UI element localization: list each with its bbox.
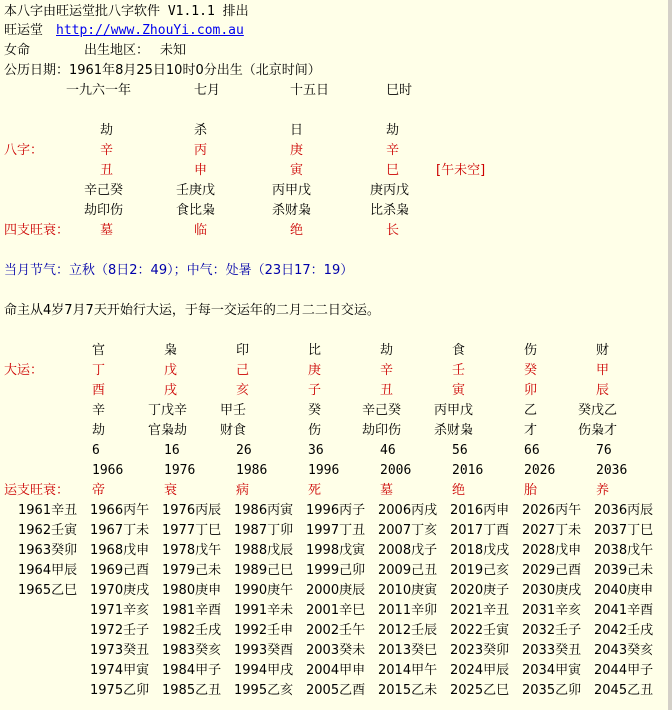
liunian-cell: 1981辛酉 <box>162 603 222 618</box>
dayun-hidden-gods: 劫印伤 <box>362 423 402 438</box>
dayun-stem: 丁 <box>92 363 106 378</box>
lunar-day: 十五日 <box>290 83 330 98</box>
dayun-year: 1986 <box>236 463 268 478</box>
pillar-tengod: 杀 <box>194 123 208 138</box>
lunar-year: 一九六一年 <box>66 83 132 98</box>
liunian-cell: 1969己酉 <box>90 563 150 578</box>
dayun-stem: 癸 <box>524 363 538 378</box>
liunian-cell: 2021辛丑 <box>450 603 510 618</box>
liunian-cell: 2045乙丑 <box>594 683 654 698</box>
liunian-cell: 1994甲戌 <box>234 663 294 678</box>
liunian-cell: 2012壬辰 <box>378 623 438 638</box>
dayun-year: 1966 <box>92 463 124 478</box>
liunian-cell: 2013癸巳 <box>378 643 438 658</box>
liunian-cell: 2019己亥 <box>450 563 510 578</box>
lunar-hour: 巳时 <box>386 83 413 98</box>
dayun-stem: 戊 <box>164 363 178 378</box>
dayun-hidden-stems: 乙 <box>524 403 538 418</box>
pillar-hidden-gods: 杀财枭 <box>272 203 312 218</box>
dayun-branch: 酉 <box>92 383 106 398</box>
liunian-cell: 1991辛未 <box>234 603 294 618</box>
liunian-cell: 1968戊申 <box>90 543 150 558</box>
pillar-wangshuai: 临 <box>194 223 208 238</box>
pillar-wangshuai: 绝 <box>290 223 304 238</box>
liunian-cell: 2020庚子 <box>450 583 510 598</box>
liunian-cell: 2028戊申 <box>522 543 582 558</box>
doc-title: 本八字由旺运堂批八字软件 V1.1.1 排出 <box>4 4 249 19</box>
liunian-cell: 1992壬申 <box>234 623 294 638</box>
liunian-cell: 2034甲寅 <box>522 663 582 678</box>
liunian-cell: 1974甲寅 <box>90 663 150 678</box>
dayun-branch: 辰 <box>596 383 610 398</box>
dayun-wangshuai: 养 <box>596 483 610 498</box>
dayun-wangshuai: 墓 <box>380 483 394 498</box>
pillar-stem: 辛 <box>386 143 400 158</box>
liunian-cell: 2008戊子 <box>378 543 438 558</box>
dayun-hidden-gods: 劫 <box>92 423 106 438</box>
pillar-stem: 丙 <box>194 143 208 158</box>
liunian-cell: 2016丙申 <box>450 503 510 518</box>
dayun-wangshuai: 绝 <box>452 483 466 498</box>
liunian-cell: 1996丙子 <box>306 503 366 518</box>
liunian-cell: 2035乙卯 <box>522 683 582 698</box>
gender: 女命 <box>4 43 31 58</box>
liunian-cell: 2031辛亥 <box>522 603 582 618</box>
dayun-stem: 甲 <box>596 363 610 378</box>
pillar-tengod: 日 <box>290 123 304 138</box>
lunar-month: 七月 <box>194 83 221 98</box>
liunian-cell: 1975乙卯 <box>90 683 150 698</box>
liunian-cell: 2022壬寅 <box>450 623 510 638</box>
liunian-cell: 1984甲子 <box>162 663 222 678</box>
dayun-hidden-gods: 才 <box>524 423 538 438</box>
liunian-cell: 2000庚辰 <box>306 583 366 598</box>
dayun-stem: 庚 <box>308 363 322 378</box>
liunian-cell: 1961辛丑 <box>18 503 78 518</box>
dayun-label: 大运： <box>4 363 44 378</box>
pillar-branch: 丑 <box>100 163 114 178</box>
liunian-cell: 2037丁巳 <box>594 523 654 538</box>
wangshuai-label: 四支旺衰： <box>4 223 70 238</box>
dayun-age: 66 <box>524 443 540 458</box>
solar-date: 公历日期：1961年8月25日10时0分出生（北京时间） <box>4 63 321 78</box>
liunian-cell: 2005乙酉 <box>306 683 366 698</box>
pillar-hidden-gods: 食比枭 <box>176 203 216 218</box>
kongwang: [午未空] <box>436 163 486 178</box>
dayun-tengod: 比 <box>308 343 322 358</box>
dayun-age: 26 <box>236 443 252 458</box>
pillar-hidden-stems: 壬庚戊 <box>176 183 216 198</box>
dayun-year: 1976 <box>164 463 196 478</box>
dayun-hidden-gods: 财食 <box>220 423 247 438</box>
dayun-wangshuai: 病 <box>236 483 250 498</box>
liunian-cell: 1963癸卯 <box>18 543 78 558</box>
liunian-cell: 2007丁亥 <box>378 523 438 538</box>
liunian-cell: 2042壬戌 <box>594 623 654 638</box>
pillar-branch: 申 <box>194 163 208 178</box>
dayun-stem: 己 <box>236 363 250 378</box>
liunian-cell: 2017丁酉 <box>450 523 510 538</box>
liunian-cell: 2024甲辰 <box>450 663 510 678</box>
dayun-wangshuai: 衰 <box>164 483 178 498</box>
liunian-cell: 2027丁未 <box>522 523 582 538</box>
birthplace: 未知 <box>160 43 187 58</box>
liunian-cell: 1964甲辰 <box>18 563 78 578</box>
liunian-cell: 2003癸未 <box>306 643 366 658</box>
pillar-stem: 庚 <box>290 143 304 158</box>
pillar-stem: 辛 <box>100 143 114 158</box>
liunian-cell: 1986丙寅 <box>234 503 294 518</box>
liunian-cell: 1987丁卯 <box>234 523 294 538</box>
dayun-hidden-gods: 伤枭才 <box>578 423 618 438</box>
dayun-hidden-stems: 丁戊辛 <box>148 403 188 418</box>
dayun-tengod: 食 <box>452 343 466 358</box>
site-name: 旺运堂 <box>4 23 44 38</box>
liunian-cell: 1976丙辰 <box>162 503 222 518</box>
liunian-cell: 1997丁丑 <box>306 523 366 538</box>
liunian-cell: 2025乙巳 <box>450 683 510 698</box>
dayun-branch: 亥 <box>236 383 250 398</box>
liunian-cell: 2039己未 <box>594 563 654 578</box>
liunian-cell: 2026丙午 <box>522 503 582 518</box>
liunian-cell: 2001辛巳 <box>306 603 366 618</box>
bazi-label: 八字： <box>4 143 44 158</box>
scrollbar[interactable] <box>668 0 672 710</box>
liunian-cell: 2030庚戌 <box>522 583 582 598</box>
dayun-hidden-gods: 杀财枭 <box>434 423 474 438</box>
dayun-branch: 戌 <box>164 383 178 398</box>
liunian-cell: 2006丙戌 <box>378 503 438 518</box>
jieqi-line: 当月节气：立秋（8日2：49）；中气：处暑（23日17：19） <box>4 263 354 278</box>
dayun-year: 2026 <box>524 463 556 478</box>
liunian-cell: 2029己酉 <box>522 563 582 578</box>
dayun-stem: 壬 <box>452 363 466 378</box>
liunian-cell: 1995乙亥 <box>234 683 294 698</box>
liunian-cell: 2043癸亥 <box>594 643 654 658</box>
liunian-cell: 2010庚寅 <box>378 583 438 598</box>
dayun-hidden-stems: 癸戊乙 <box>578 403 618 418</box>
dayun-tengod: 印 <box>236 343 250 358</box>
liunian-cell: 1993癸酉 <box>234 643 294 658</box>
liunian-cell: 1990庚午 <box>234 583 294 598</box>
pillar-hidden-gods: 比杀枭 <box>370 203 410 218</box>
pillar-branch: 巳 <box>386 163 400 178</box>
pillar-hidden-stems: 辛己癸 <box>84 183 124 198</box>
dayun-tengod: 劫 <box>380 343 394 358</box>
dayun-hidden-gods: 官枭劫 <box>148 423 188 438</box>
liunian-cell: 1979己未 <box>162 563 222 578</box>
dayun-age: 36 <box>308 443 324 458</box>
liunian-cell: 2002壬午 <box>306 623 366 638</box>
dayun-tengod: 枭 <box>164 343 178 358</box>
dayun-hidden-stems: 癸 <box>308 403 322 418</box>
liunian-cell: 1965乙巳 <box>18 583 78 598</box>
liunian-cell: 2004甲申 <box>306 663 366 678</box>
pillar-tengod: 劫 <box>100 123 114 138</box>
dayun-year: 1996 <box>308 463 340 478</box>
dayun-age: 6 <box>92 443 100 458</box>
liunian-cell: 1999己卯 <box>306 563 366 578</box>
dayun-hidden-stems: 辛己癸 <box>362 403 402 418</box>
liunian-cell: 2040庚申 <box>594 583 654 598</box>
liunian-cell: 2036丙辰 <box>594 503 654 518</box>
dayun-age: 56 <box>452 443 468 458</box>
liunian-cell: 1988戊辰 <box>234 543 294 558</box>
liunian-cell: 1971辛亥 <box>90 603 150 618</box>
pillar-tengod: 劫 <box>386 123 400 138</box>
dayun-wangshuai-label: 运支旺衰： <box>4 483 70 498</box>
dayun-branch: 卯 <box>524 383 538 398</box>
dayun-hidden-stems: 甲壬 <box>220 403 247 418</box>
dayun-age: 46 <box>380 443 396 458</box>
liunian-cell: 2044甲子 <box>594 663 654 678</box>
dayun-hidden-stems: 丙甲戊 <box>434 403 474 418</box>
liunian-cell: 1970庚戌 <box>90 583 150 598</box>
liunian-cell: 1962壬寅 <box>18 523 78 538</box>
dayun-tengod: 官 <box>92 343 106 358</box>
liunian-cell: 2023癸卯 <box>450 643 510 658</box>
liunian-cell: 2041辛酉 <box>594 603 654 618</box>
liunian-cell: 1980庚申 <box>162 583 222 598</box>
dayun-branch: 子 <box>308 383 322 398</box>
pillar-branch: 寅 <box>290 163 304 178</box>
liunian-cell: 2015乙未 <box>378 683 438 698</box>
dayun-year: 2006 <box>380 463 412 478</box>
dayun-stem: 辛 <box>380 363 394 378</box>
dayun-year: 2036 <box>596 463 628 478</box>
liunian-cell: 2032壬子 <box>522 623 582 638</box>
pillar-wangshuai: 长 <box>386 223 400 238</box>
liunian-cell: 2014甲午 <box>378 663 438 678</box>
site-link[interactable]: http://www.ZhouYi.com.au <box>56 23 244 38</box>
pillar-hidden-stems: 庚丙戊 <box>370 183 410 198</box>
liunian-cell: 2009己丑 <box>378 563 438 578</box>
liunian-cell: 2018戊戌 <box>450 543 510 558</box>
birthplace-label: 出生地区： <box>84 43 150 58</box>
liunian-cell: 2033癸丑 <box>522 643 582 658</box>
pillar-hidden-gods: 劫印伤 <box>84 203 124 218</box>
liunian-cell: 1967丁未 <box>90 523 150 538</box>
dayun-wangshuai: 死 <box>308 483 322 498</box>
liunian-cell: 1998戊寅 <box>306 543 366 558</box>
liunian-cell: 1983癸亥 <box>162 643 222 658</box>
dayun-wangshuai: 帝 <box>92 483 106 498</box>
liunian-cell: 1989己巳 <box>234 563 294 578</box>
liunian-cell: 1966丙午 <box>90 503 150 518</box>
pillar-hidden-stems: 丙甲戊 <box>272 183 312 198</box>
dayun-branch: 丑 <box>380 383 394 398</box>
pillar-wangshuai: 墓 <box>100 223 114 238</box>
liunian-cell: 1982壬戌 <box>162 623 222 638</box>
dayun-hidden-gods: 伤 <box>308 423 322 438</box>
liunian-cell: 2011辛卯 <box>378 603 438 618</box>
liunian-cell: 1973癸丑 <box>90 643 150 658</box>
liunian-cell: 1985乙丑 <box>162 683 222 698</box>
liunian-cell: 2038戊午 <box>594 543 654 558</box>
liunian-cell: 1978戊午 <box>162 543 222 558</box>
dayun-tengod: 伤 <box>524 343 538 358</box>
dayun-age: 16 <box>164 443 180 458</box>
dayun-intro: 命主从4岁7月7天开始行大运，于每一交运年的二月二二日交运。 <box>4 303 380 318</box>
liunian-cell: 1977丁巳 <box>162 523 222 538</box>
liunian-cell: 1972壬子 <box>90 623 150 638</box>
dayun-tengod: 财 <box>596 343 610 358</box>
dayun-hidden-stems: 辛 <box>92 403 106 418</box>
dayun-branch: 寅 <box>452 383 466 398</box>
dayun-wangshuai: 胎 <box>524 483 538 498</box>
dayun-year: 2016 <box>452 463 484 478</box>
dayun-age: 76 <box>596 443 612 458</box>
